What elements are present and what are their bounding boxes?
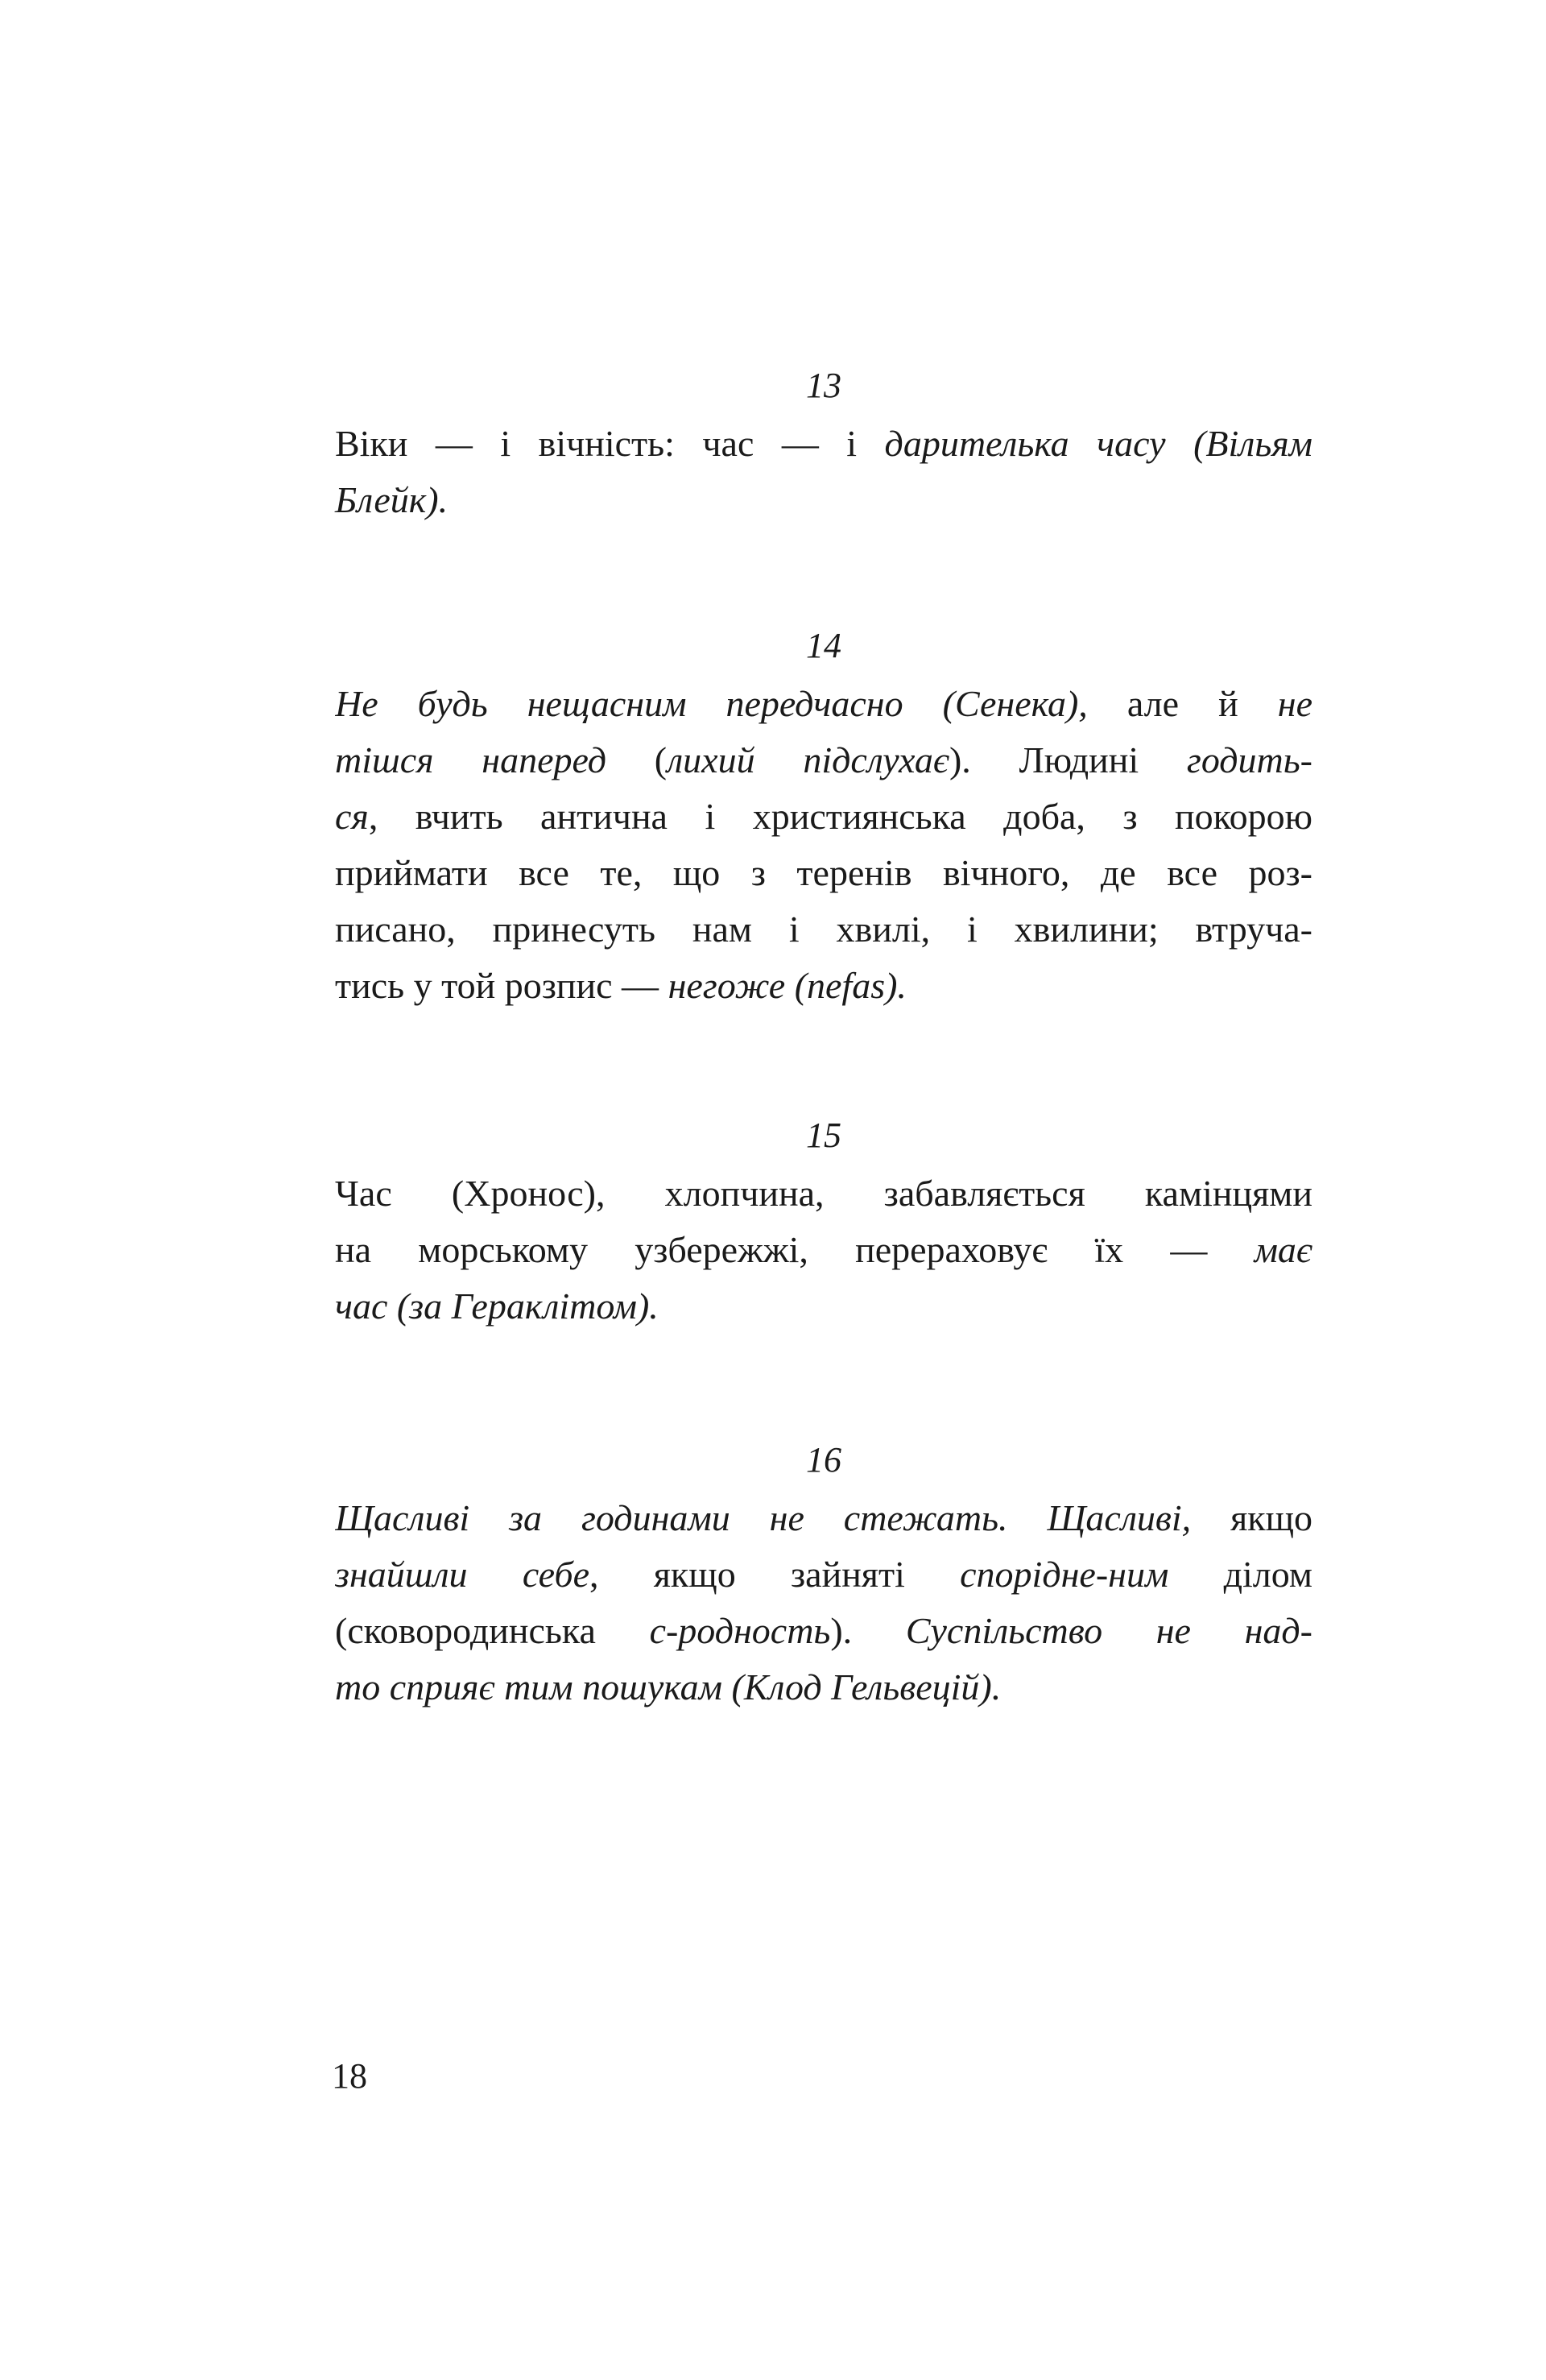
section-number: 14 xyxy=(806,626,841,665)
text-line xyxy=(335,416,1312,472)
section-14 xyxy=(335,616,1312,1014)
regular-text: тись у той розпис — xyxy=(335,965,668,1006)
italic-text: с-родность xyxy=(649,1610,831,1651)
italic-text: Блейк). xyxy=(335,479,449,520)
regular-text: на морському узбережжі, перераховує їх — xyxy=(335,1229,1255,1270)
regular-text: Час (Хронос), хлопчина, забавляється камінцями xyxy=(335,1173,1312,1214)
text-line xyxy=(335,1278,1312,1335)
text-line xyxy=(335,732,1312,789)
regular-text: Віки — і вічність: час — і xyxy=(335,423,885,464)
regular-text: писано, принесуть нам і хвилі, і хвилини; втруча- xyxy=(335,909,1312,950)
text-line xyxy=(335,1490,1312,1546)
italic-text: має xyxy=(1254,1229,1312,1270)
text-line xyxy=(335,901,1312,958)
italic-text: лихий підслухає xyxy=(667,739,949,780)
page-number: 18 xyxy=(332,2056,367,2096)
regular-text: якщо xyxy=(1191,1497,1312,1538)
text-line xyxy=(335,676,1312,732)
regular-text: (сковородинська xyxy=(335,1610,650,1651)
text-line xyxy=(335,1546,1312,1603)
italic-text: знайшли себе xyxy=(335,1554,589,1595)
regular-text: ). xyxy=(830,1610,906,1651)
section-15 xyxy=(335,1106,1312,1335)
regular-text: ( xyxy=(606,739,668,780)
text-line xyxy=(335,472,1312,528)
text-line xyxy=(335,845,1312,901)
section-number: 16 xyxy=(806,1440,841,1480)
regular-text: але й xyxy=(1087,683,1278,724)
section-16 xyxy=(335,1430,1312,1716)
section-13 xyxy=(335,356,1312,528)
regular-text: , якщо зайняті xyxy=(589,1554,961,1595)
italic-text: Суспільство не над- xyxy=(905,1610,1312,1651)
section-number: 15 xyxy=(806,1115,841,1155)
text-line xyxy=(335,1603,1312,1659)
italic-text: то сприяє тим пошукам (Клод Гельвецій). xyxy=(335,1666,1002,1707)
italic-text: негоже (nefas). xyxy=(668,965,907,1006)
regular-text: ділом xyxy=(1168,1554,1312,1595)
regular-text: приймати все те, що з теренів вічного, де все роз- xyxy=(335,852,1312,893)
italic-text: годить- xyxy=(1186,739,1312,780)
italic-text: не xyxy=(1277,683,1312,724)
italic-text: тішся наперед xyxy=(335,739,607,780)
text-line xyxy=(335,958,1312,1014)
text-line xyxy=(335,1165,1312,1222)
italic-text: ся xyxy=(335,796,369,837)
text-line xyxy=(335,1659,1312,1716)
italic-text: споріднe-ним xyxy=(960,1554,1169,1595)
regular-text: , вчить антична і християнська доба, з покорою xyxy=(368,796,1312,837)
italic-text: дарителька часу (Вільям xyxy=(884,423,1312,464)
italic-text: час (за Гераклітом). xyxy=(335,1285,659,1327)
text-line xyxy=(335,789,1312,845)
text-line xyxy=(335,1222,1312,1278)
italic-text: Не будь нещасним передчасно (Сенека), xyxy=(335,683,1088,724)
italic-text: Щасливі за годинами не стежать. Щасливі, xyxy=(335,1497,1192,1538)
section-number: 13 xyxy=(806,366,841,405)
regular-text: ). Людині xyxy=(949,739,1187,780)
